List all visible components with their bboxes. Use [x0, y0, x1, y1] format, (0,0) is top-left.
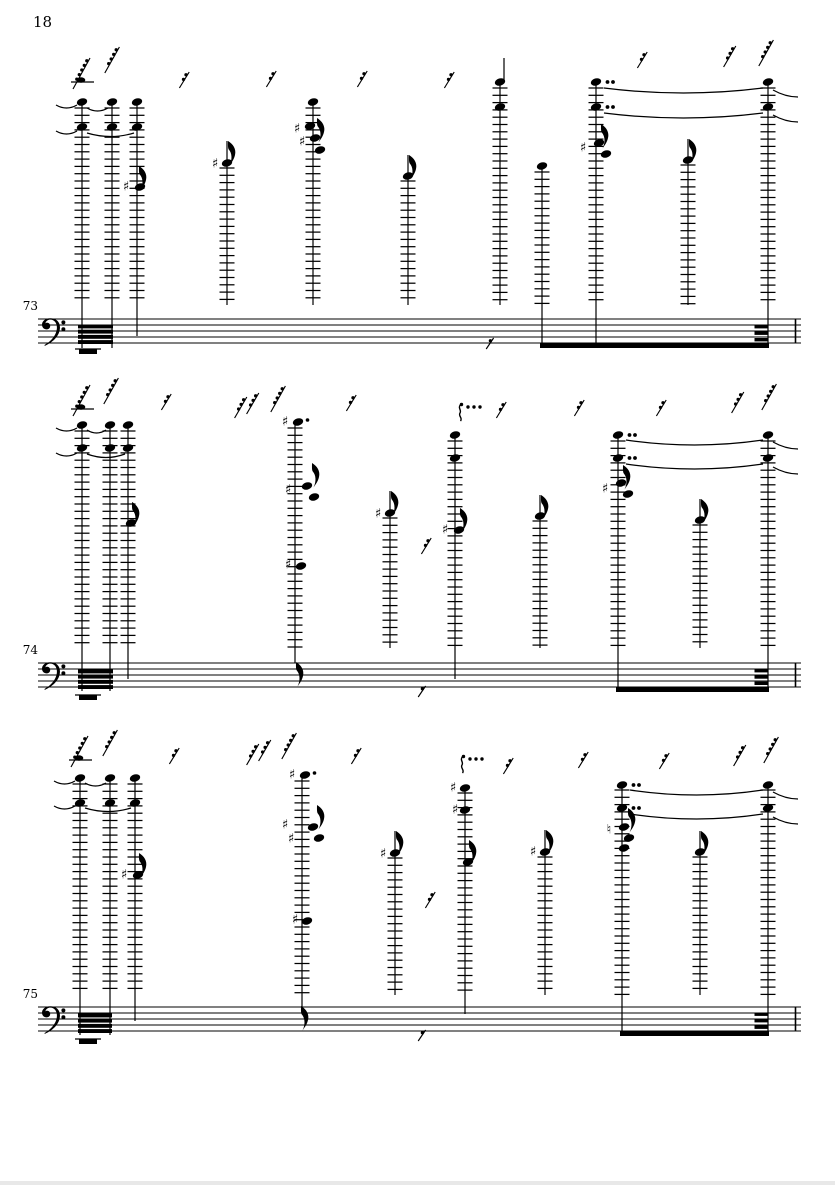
rest-icon [659, 753, 669, 769]
rest-icon [578, 752, 588, 768]
rest-icon [418, 686, 425, 697]
rest-icon [259, 740, 271, 761]
rest-with-dots-icon [461, 755, 483, 773]
notehead [122, 420, 134, 430]
rest-icon [235, 397, 247, 418]
tie [56, 105, 77, 108]
tie [56, 428, 77, 431]
rest-icon [266, 71, 276, 87]
rest-icon [179, 72, 189, 88]
beamlet [755, 682, 769, 685]
tie [54, 806, 75, 809]
rest-icon [104, 378, 119, 404]
beam-block [78, 1029, 112, 1033]
tie [56, 131, 77, 134]
tie [85, 808, 131, 812]
note-column [121, 420, 140, 679]
sharp-icon: ♯ [374, 506, 382, 522]
sharp-icon: ♯ [284, 482, 292, 498]
beam-block [78, 685, 113, 689]
notehead [590, 77, 602, 87]
notehead [299, 770, 311, 780]
natural-icon: ♮ [606, 822, 612, 838]
beamlet [755, 1019, 769, 1022]
tie [773, 90, 798, 97]
notehead [313, 833, 325, 843]
rest-icon [71, 58, 94, 89]
rest-icon [69, 736, 92, 767]
rest-icon [764, 737, 779, 763]
note-column [212, 141, 235, 305]
note-column [75, 97, 90, 348]
notehead [307, 822, 319, 832]
sharp-icon: ♯ [281, 817, 289, 833]
note-column [294, 97, 326, 305]
note-column [761, 430, 776, 691]
notehead [106, 97, 118, 107]
rest-icon [496, 402, 506, 418]
note-column [607, 780, 641, 1035]
note-column [761, 77, 776, 348]
note-column [693, 831, 709, 995]
notehead [762, 77, 774, 87]
notehead [76, 97, 88, 107]
notehead [76, 443, 88, 453]
notehead [618, 843, 630, 853]
notehead [301, 916, 313, 926]
eighth-flag-icon [312, 463, 319, 488]
sharp-icon: ♯ [120, 867, 128, 883]
note-column [380, 831, 403, 995]
beamlet [755, 675, 769, 678]
rest-icon [161, 394, 171, 410]
eighth-flag-icon [296, 662, 303, 687]
note-column [602, 430, 637, 691]
notehead [122, 443, 134, 453]
sharp-icon: ♯ [529, 844, 537, 860]
tie [773, 467, 798, 474]
notehead [309, 133, 321, 143]
page-number: 18 [33, 13, 53, 31]
note-column [493, 58, 508, 305]
notehead [295, 561, 307, 571]
rest-icon [351, 748, 361, 764]
sharp-icon: ♯ [211, 156, 219, 172]
rest-icon [271, 386, 286, 412]
notehead [131, 97, 143, 107]
system-75 [23, 730, 801, 1044]
rest-icon [421, 538, 431, 554]
tie [87, 133, 134, 137]
tie [604, 88, 763, 93]
beamlet [755, 1013, 769, 1016]
system-73 [23, 40, 801, 354]
beam-block [78, 675, 113, 679]
notehead [618, 822, 630, 832]
notehead [622, 489, 634, 499]
notehead [762, 430, 774, 440]
beam-block [78, 670, 113, 674]
tie [773, 817, 798, 824]
note-column [375, 491, 398, 648]
notehead [612, 430, 624, 440]
rest-icon [759, 40, 774, 66]
notehead [762, 453, 774, 463]
tie [630, 814, 763, 819]
sharp-icon: ♯ [122, 179, 130, 195]
notehead [539, 847, 551, 857]
tie [773, 442, 798, 449]
low-notehead [79, 1039, 97, 1044]
tie [56, 453, 77, 456]
rest-icon [732, 392, 744, 413]
tie [87, 454, 125, 458]
rest-icon [247, 393, 259, 414]
notehead [612, 453, 624, 463]
rest-icon [357, 71, 367, 87]
sharp-icon: ♯ [281, 414, 289, 430]
beamlet [755, 669, 769, 672]
beamlet [755, 1026, 769, 1029]
rest-icon [169, 748, 179, 764]
rest-icon [637, 52, 647, 68]
measure-number: 74 [22, 643, 38, 657]
beam-block [78, 680, 113, 684]
tie [630, 790, 763, 795]
notehead [616, 780, 628, 790]
notehead [301, 481, 313, 491]
measure-number: 75 [22, 987, 38, 1001]
sharp-icon: ♯ [441, 522, 449, 538]
note-column [681, 139, 697, 305]
beam-block [78, 335, 113, 339]
rest-with-dots-icon [459, 403, 481, 421]
notehead [389, 848, 401, 858]
beamlet [755, 332, 769, 335]
tie [773, 115, 798, 122]
note-column [73, 773, 88, 1035]
rest-icon [71, 385, 94, 416]
eighth-flag-icon [628, 808, 635, 833]
note-column [533, 495, 549, 648]
beam-block [78, 1014, 112, 1018]
note-column [75, 420, 90, 691]
notehead [76, 420, 88, 430]
tie [626, 440, 763, 445]
beamlet [755, 338, 769, 341]
notehead [449, 430, 461, 440]
notehead [314, 145, 326, 155]
notehead [292, 417, 304, 427]
beam-block [78, 1019, 112, 1023]
sharp-icon: ♯ [284, 557, 292, 573]
low-notehead [79, 349, 97, 354]
note-column [442, 430, 467, 679]
note-column [282, 415, 320, 664]
rest-icon [444, 72, 454, 88]
bass-clef-icon [42, 662, 65, 690]
beam-block [78, 330, 113, 334]
rest-icon [247, 744, 259, 765]
notehead [536, 161, 548, 171]
beamlet [755, 325, 769, 328]
tie [773, 792, 798, 799]
low-notehead [79, 695, 97, 700]
notehead [129, 773, 141, 783]
note-column [450, 781, 476, 1015]
system-74 [23, 378, 801, 700]
note-column [580, 77, 615, 348]
sharp-icon: ♯ [449, 780, 457, 796]
beam [540, 343, 769, 348]
beam [616, 687, 769, 692]
note-column [530, 830, 553, 995]
notehead [762, 780, 774, 790]
measure-number: 73 [22, 299, 38, 313]
notehead [449, 453, 461, 463]
bass-clef-icon [42, 318, 65, 346]
note-column [535, 161, 550, 348]
rest-icon [734, 745, 746, 766]
notehead [615, 478, 627, 488]
note-column [123, 97, 146, 336]
bass-clef-icon [42, 1006, 65, 1034]
notehead [459, 805, 471, 815]
rest-icon [656, 400, 666, 416]
beam-block [78, 340, 113, 344]
sharp-icon: ♯ [451, 802, 459, 818]
note-column [282, 768, 325, 1008]
sharp-icon: ♯ [288, 767, 296, 783]
rest-icon [425, 892, 435, 908]
rest-icon [105, 47, 120, 73]
rest-icon [282, 733, 297, 759]
rest-icon [103, 730, 118, 756]
rest-icon [418, 1030, 425, 1041]
sharp-icon: ♯ [293, 121, 301, 137]
notehead [104, 773, 116, 783]
eighth-flag-icon [301, 1006, 308, 1031]
note-column [401, 155, 417, 305]
notehead [307, 97, 319, 107]
beam-block [78, 325, 113, 329]
sharp-icon: ♯ [291, 912, 299, 928]
notehead [384, 508, 396, 518]
rest-icon [503, 758, 513, 774]
note-column [761, 780, 776, 1035]
rest-icon [762, 384, 777, 410]
tie [626, 464, 763, 469]
tie [54, 781, 75, 784]
note-column [103, 420, 118, 691]
notehead [104, 443, 116, 453]
sharp-icon: ♯ [287, 831, 295, 847]
beam [620, 1031, 769, 1036]
notehead [459, 783, 471, 793]
sharp-icon: ♯ [379, 846, 387, 862]
rest-icon [346, 395, 356, 411]
note-column [103, 773, 118, 1035]
note-column [105, 97, 120, 348]
sharp-icon: ♯ [298, 134, 306, 150]
notehead [74, 773, 86, 783]
notehead [104, 420, 116, 430]
notehead [600, 149, 612, 159]
rest-icon [574, 400, 584, 416]
notehead [221, 158, 233, 168]
note-column [693, 499, 709, 648]
beam-block [78, 1024, 112, 1028]
sharp-icon: ♯ [579, 140, 587, 156]
sharp-icon: ♯ [601, 481, 609, 497]
notehead [308, 492, 320, 502]
tie [604, 113, 763, 118]
rest-icon [724, 46, 736, 67]
